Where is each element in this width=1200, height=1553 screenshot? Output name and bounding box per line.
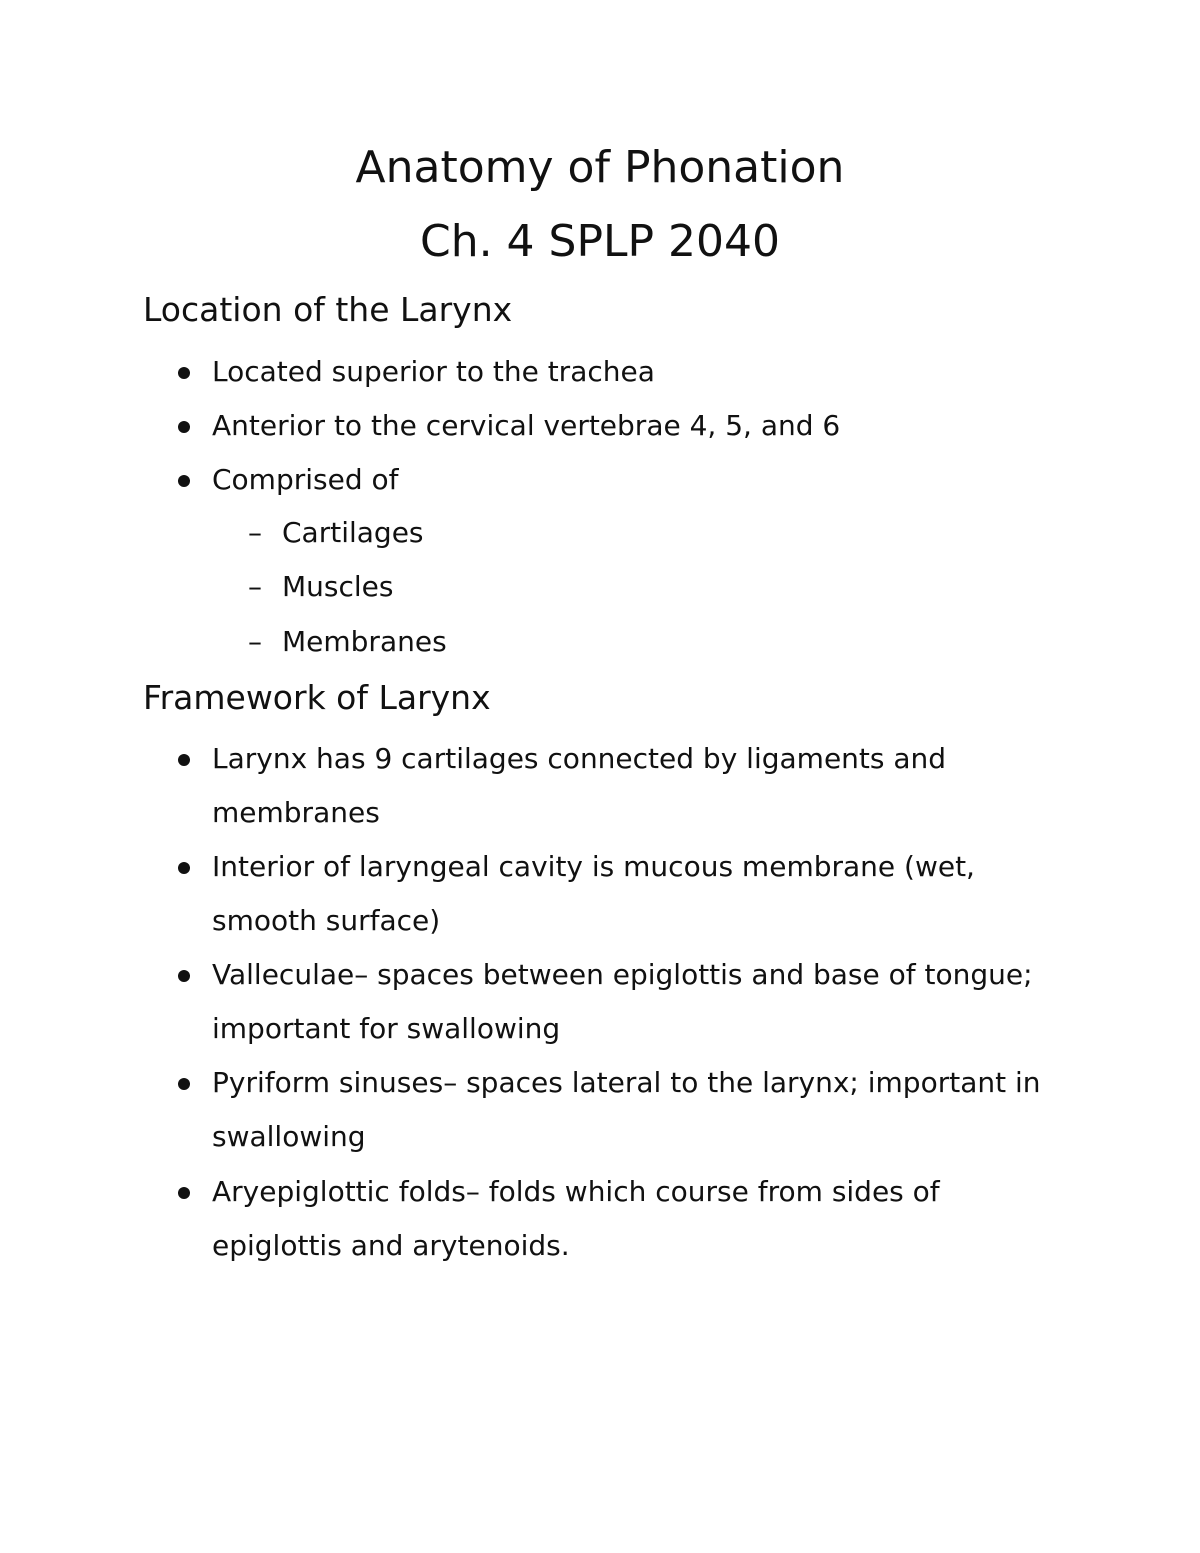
bullet-dot-icon: [178, 421, 190, 433]
list-item-text: Pyriform sinuses– spaces lateral to the larynx; important in swallowing: [212, 1066, 1041, 1153]
section-heading-location: Location of the Larynx: [143, 290, 513, 329]
list-item: [178, 948, 1058, 1056]
dash-marker: –: [248, 516, 262, 549]
sub-list-item: [248, 615, 447, 669]
list-item-text: Valleculae– spaces between epiglottis and base of tongue; important for swallowing: [212, 958, 1033, 1045]
bullet-dot-icon: [178, 475, 190, 487]
dash-marker: –: [248, 625, 262, 658]
bullet-dot-icon: [178, 754, 190, 766]
dash-marker: –: [248, 570, 262, 603]
document-subtitle: Ch. 4 SPLP 2040: [419, 216, 781, 267]
list-item: [178, 453, 1058, 507]
list-item: [178, 1056, 1058, 1164]
bullet-dot-icon: [178, 970, 190, 982]
list-item-text: Comprised of: [212, 463, 399, 496]
section-heading-framework: Framework of Larynx: [143, 678, 491, 717]
sub-list-item-text: Muscles: [282, 570, 394, 603]
list-item: [178, 1165, 1058, 1273]
sub-list-item-text: Cartilages: [282, 516, 424, 549]
sub-list-item-text: Membranes: [282, 625, 447, 658]
bullet-dot-icon: [178, 367, 190, 379]
sub-list-item: [248, 560, 393, 614]
bullet-dot-icon: [178, 1078, 190, 1090]
list-item-text: Aryepiglottic folds– folds which course from sides of epiglottis and arytenoids.: [212, 1175, 940, 1262]
list-item: [178, 840, 1058, 948]
list-item: [178, 399, 1058, 453]
bullet-dot-icon: [178, 862, 190, 874]
list-item-text: Located superior to the trachea: [212, 355, 655, 388]
list-item-text: Anterior to the cervical vertebrae 4, 5, and 6: [212, 409, 841, 442]
list-item-text: Larynx has 9 cartilages connected by ligaments and membranes: [212, 742, 947, 829]
document-title: Anatomy of Phonation: [355, 142, 845, 193]
list-item-text: Interior of laryngeal cavity is mucous membrane (wet, smooth surface): [212, 850, 975, 937]
sub-list-item: [248, 506, 424, 560]
bullet-dot-icon: [178, 1187, 190, 1199]
list-item: [178, 732, 1058, 840]
list-item: [178, 345, 1058, 399]
